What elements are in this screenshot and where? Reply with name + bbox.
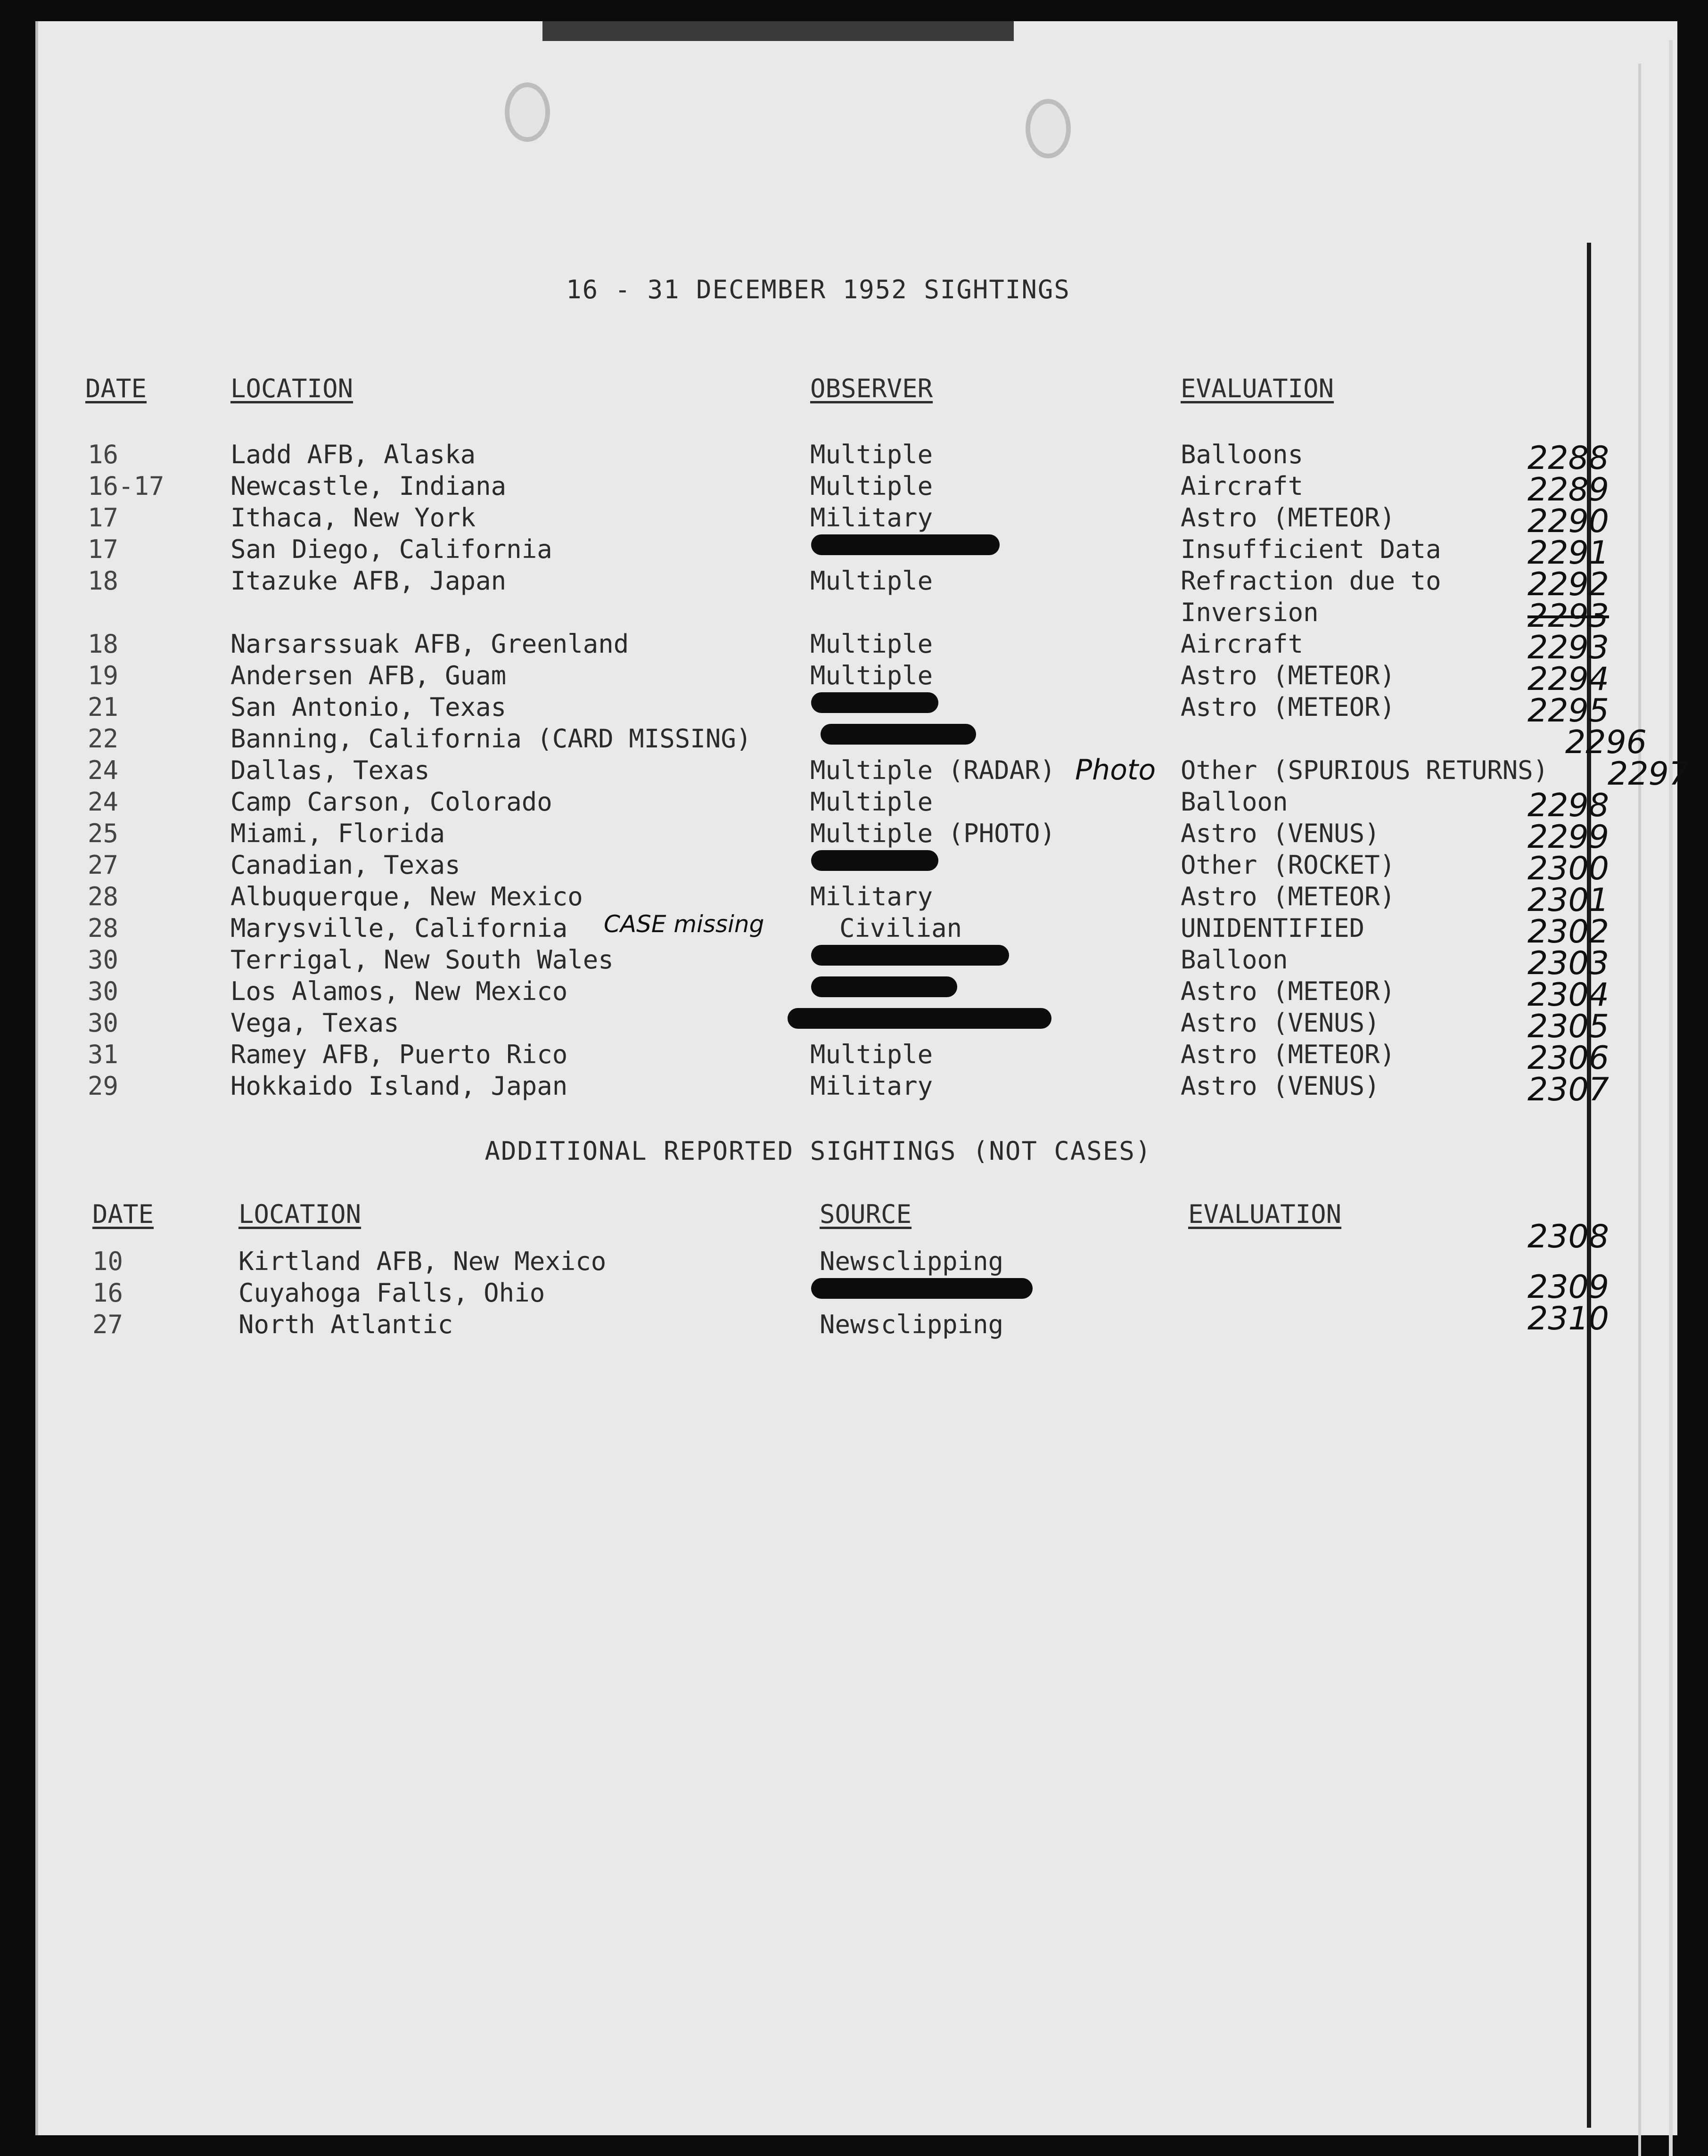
table-row bbox=[38, 1300, 1677, 1342]
case-number: 2300 bbox=[1527, 850, 1609, 887]
evaluation-cell: Astro (METEOR) bbox=[1181, 503, 1396, 533]
date-cell: 31 bbox=[88, 1040, 119, 1069]
col-header-observer: OBSERVER bbox=[810, 374, 933, 403]
observer-cell: Military bbox=[810, 503, 933, 533]
location-cell: San Antonio, Texas bbox=[230, 692, 507, 722]
col-header-location: LOCATION bbox=[230, 374, 353, 403]
table-row bbox=[38, 534, 1677, 572]
table-row bbox=[38, 440, 1677, 477]
table-row bbox=[38, 471, 1677, 508]
document-title: 16 - 31 DECEMBER 1952 SIGHTINGS bbox=[566, 275, 1070, 304]
evaluation-cell: Inversion bbox=[1181, 598, 1319, 627]
case-number: 2302 bbox=[1527, 913, 1609, 951]
case-number: 2295 bbox=[1527, 692, 1609, 730]
location-cell: Itazuke AFB, Japan bbox=[230, 566, 507, 596]
table-row bbox=[38, 692, 1677, 730]
redaction-mark bbox=[811, 945, 1009, 966]
evaluation-cell: Astro (METEOR) bbox=[1181, 661, 1396, 690]
case-number: 2288 bbox=[1527, 440, 1609, 477]
observer-cell: Multiple bbox=[810, 440, 933, 469]
evaluation-cell: Astro (METEOR) bbox=[1181, 1040, 1396, 1069]
location-cell: Vega, Texas bbox=[230, 1008, 399, 1038]
location-cell: Terrigal, New South Wales bbox=[230, 945, 614, 975]
location-cell: Hokkaido Island, Japan bbox=[230, 1071, 568, 1101]
col-header-evaluation: EVALUATION bbox=[1181, 374, 1334, 403]
source-cell: Newsclipping bbox=[820, 1310, 1004, 1339]
table-row bbox=[38, 503, 1677, 540]
location-cell: Ramey AFB, Puerto Rico bbox=[230, 1040, 568, 1069]
table-row bbox=[38, 1008, 1677, 1045]
date-cell: 29 bbox=[88, 1071, 119, 1101]
date-cell: 30 bbox=[88, 945, 119, 975]
location-cell: Marysville, California bbox=[230, 913, 568, 943]
location-cell: Narsarssuak AFB, Greenland bbox=[230, 629, 629, 659]
case-number: 2306 bbox=[1527, 1040, 1609, 1077]
location-cell: Albuquerque, New Mexico bbox=[230, 882, 583, 911]
additional-sightings-title: ADDITIONAL REPORTED SIGHTINGS (NOT CASES) bbox=[484, 1136, 1152, 1166]
observer-cell: Military bbox=[810, 1071, 933, 1101]
location-cell: Banning, California (CARD MISSING) bbox=[230, 724, 752, 754]
date-cell: 28 bbox=[88, 882, 119, 911]
date-cell: 18 bbox=[88, 629, 119, 659]
col-header-source: SOURCE bbox=[820, 1199, 912, 1229]
table-row bbox=[38, 945, 1677, 982]
date-cell: 24 bbox=[88, 755, 119, 785]
evaluation-cell: Astro (METEOR) bbox=[1181, 692, 1396, 722]
location-cell: Canadian, Texas bbox=[230, 850, 460, 880]
redaction-mark bbox=[811, 692, 938, 713]
col-header-date: DATE bbox=[92, 1199, 154, 1229]
date-cell: 27 bbox=[88, 850, 119, 880]
table-row bbox=[38, 910, 1677, 951]
date-cell: 17 bbox=[88, 503, 119, 533]
date-cell: 25 bbox=[88, 819, 119, 848]
document-page bbox=[35, 21, 1690, 2135]
location-cell: Miami, Florida bbox=[230, 819, 445, 848]
punch-hole bbox=[505, 82, 550, 142]
table-row bbox=[38, 1040, 1677, 1077]
redaction-mark bbox=[811, 976, 957, 997]
table-row bbox=[38, 976, 1677, 1014]
case-number: 2308 bbox=[1527, 1218, 1609, 1255]
table-row bbox=[38, 787, 1677, 824]
date-cell: 16 bbox=[92, 1278, 123, 1308]
evaluation-cell: Other (ROCKET) bbox=[1181, 850, 1396, 880]
date-cell: 21 bbox=[88, 692, 119, 722]
evaluation-cell: Astro (VENUS) bbox=[1181, 1008, 1380, 1038]
date-cell: 27 bbox=[92, 1310, 123, 1339]
evaluation-cell: UNIDENTIFIED bbox=[1181, 913, 1365, 943]
evaluation-cell: Astro (METEOR) bbox=[1181, 976, 1396, 1006]
table-row bbox=[38, 850, 1677, 887]
observer-cell: Multiple (PHOTO) bbox=[810, 819, 1056, 848]
redaction-mark bbox=[788, 1008, 1051, 1029]
case-number: 2296 bbox=[1565, 724, 1647, 761]
table-row bbox=[38, 1218, 1677, 1279]
table-row bbox=[38, 629, 1677, 666]
table-row bbox=[38, 724, 1677, 761]
evaluation-cell: Balloons bbox=[1181, 440, 1304, 469]
location-cell: San Diego, California bbox=[230, 534, 552, 564]
location-cell: North Atlantic bbox=[238, 1310, 453, 1339]
observer-cell: Multiple bbox=[810, 1040, 933, 1069]
handwritten-note: Photo bbox=[1075, 754, 1156, 787]
source-cell: Newsclipping bbox=[820, 1246, 1004, 1276]
observer-cell: Multiple bbox=[810, 629, 933, 659]
location-cell: Kirtland AFB, New Mexico bbox=[238, 1246, 607, 1276]
table-row bbox=[38, 598, 1677, 635]
table-row bbox=[38, 882, 1677, 919]
location-cell: Camp Carson, Colorado bbox=[230, 787, 552, 817]
case-number: 2294 bbox=[1527, 661, 1609, 698]
evaluation-cell: Refraction due to bbox=[1181, 566, 1441, 596]
date-cell: 19 bbox=[88, 661, 119, 690]
table-row bbox=[38, 661, 1677, 698]
observer-cell: Multiple (RADAR) bbox=[810, 755, 1056, 785]
case-number: 2303 bbox=[1527, 945, 1609, 982]
location-cell: Los Alamos, New Mexico bbox=[230, 976, 568, 1006]
evaluation-cell: Balloon bbox=[1181, 945, 1288, 975]
redaction-mark bbox=[821, 724, 976, 745]
evaluation-cell: Aircraft bbox=[1181, 471, 1304, 501]
date-cell: 24 bbox=[88, 787, 119, 817]
case-number: 2290 bbox=[1527, 503, 1609, 540]
location-cell: Ladd AFB, Alaska bbox=[230, 440, 476, 469]
table-row bbox=[38, 1071, 1677, 1108]
date-cell: 18 bbox=[88, 566, 119, 596]
evaluation-cell: Aircraft bbox=[1181, 629, 1304, 659]
observer-cell: Military bbox=[810, 882, 933, 911]
date-cell: 28 bbox=[88, 913, 119, 943]
col-header-evaluation: EVALUATION bbox=[1188, 1199, 1342, 1229]
col-header-location: LOCATION bbox=[238, 1199, 361, 1229]
punch-hole bbox=[1026, 99, 1071, 158]
case-number: 2310 bbox=[1527, 1300, 1609, 1337]
case-number: 2293 bbox=[1527, 598, 1609, 635]
evaluation-cell: Astro (VENUS) bbox=[1181, 1071, 1380, 1101]
table-row bbox=[38, 1269, 1677, 1310]
date-cell: 16-17 bbox=[88, 471, 164, 501]
location-cell: Cuyahoga Falls, Ohio bbox=[238, 1278, 545, 1308]
redaction-mark bbox=[811, 534, 1000, 555]
observer-cell: Civilian bbox=[839, 913, 962, 943]
redaction-mark bbox=[811, 850, 938, 871]
case-number: 2289 bbox=[1527, 471, 1609, 508]
evaluation-cell: Insufficient Data bbox=[1181, 534, 1441, 564]
observer-cell: Multiple bbox=[810, 787, 933, 817]
case-number: 2297 bbox=[1608, 755, 1690, 793]
folder-tab bbox=[542, 21, 1014, 41]
location-cell: Newcastle, Indiana bbox=[230, 471, 507, 501]
case-number: 2293 bbox=[1527, 629, 1609, 666]
case-number: 2291 bbox=[1527, 534, 1609, 572]
observer-cell: Multiple bbox=[810, 566, 933, 596]
location-cell: Ithaca, New York bbox=[230, 503, 476, 533]
handwritten-note: CASE missing bbox=[604, 910, 764, 938]
date-cell: 10 bbox=[92, 1246, 123, 1276]
evaluation-cell: Astro (METEOR) bbox=[1181, 882, 1396, 911]
case-number: 2298 bbox=[1527, 787, 1609, 824]
location-cell: Andersen AFB, Guam bbox=[230, 661, 507, 690]
evaluation-cell: Other (SPURIOUS RETURNS) bbox=[1181, 755, 1549, 785]
date-cell: 16 bbox=[88, 440, 119, 469]
table-row bbox=[38, 819, 1677, 856]
page-edge bbox=[1638, 64, 1641, 2156]
redaction-mark bbox=[811, 1278, 1033, 1299]
case-number: 2307 bbox=[1527, 1071, 1609, 1108]
date-cell: 22 bbox=[88, 724, 119, 754]
case-number: 2299 bbox=[1527, 819, 1609, 856]
table-row bbox=[38, 566, 1677, 603]
observer-cell: Multiple bbox=[810, 661, 933, 690]
case-number: 2301 bbox=[1527, 882, 1609, 919]
col-header-date: DATE bbox=[85, 374, 147, 403]
table-row bbox=[38, 754, 1690, 793]
observer-cell: Multiple bbox=[810, 471, 933, 501]
location-cell: Dallas, Texas bbox=[230, 755, 430, 785]
case-number: 2304 bbox=[1527, 976, 1609, 1014]
case-number: 2305 bbox=[1527, 1008, 1609, 1045]
evaluation-cell: Balloon bbox=[1181, 787, 1288, 817]
evaluation-cell: Astro (VENUS) bbox=[1181, 819, 1380, 848]
date-cell: 30 bbox=[88, 1008, 119, 1038]
date-cell: 17 bbox=[88, 534, 119, 564]
case-number: 2309 bbox=[1527, 1269, 1609, 1306]
date-cell: 30 bbox=[88, 976, 119, 1006]
case-number: 2292 bbox=[1527, 566, 1609, 603]
